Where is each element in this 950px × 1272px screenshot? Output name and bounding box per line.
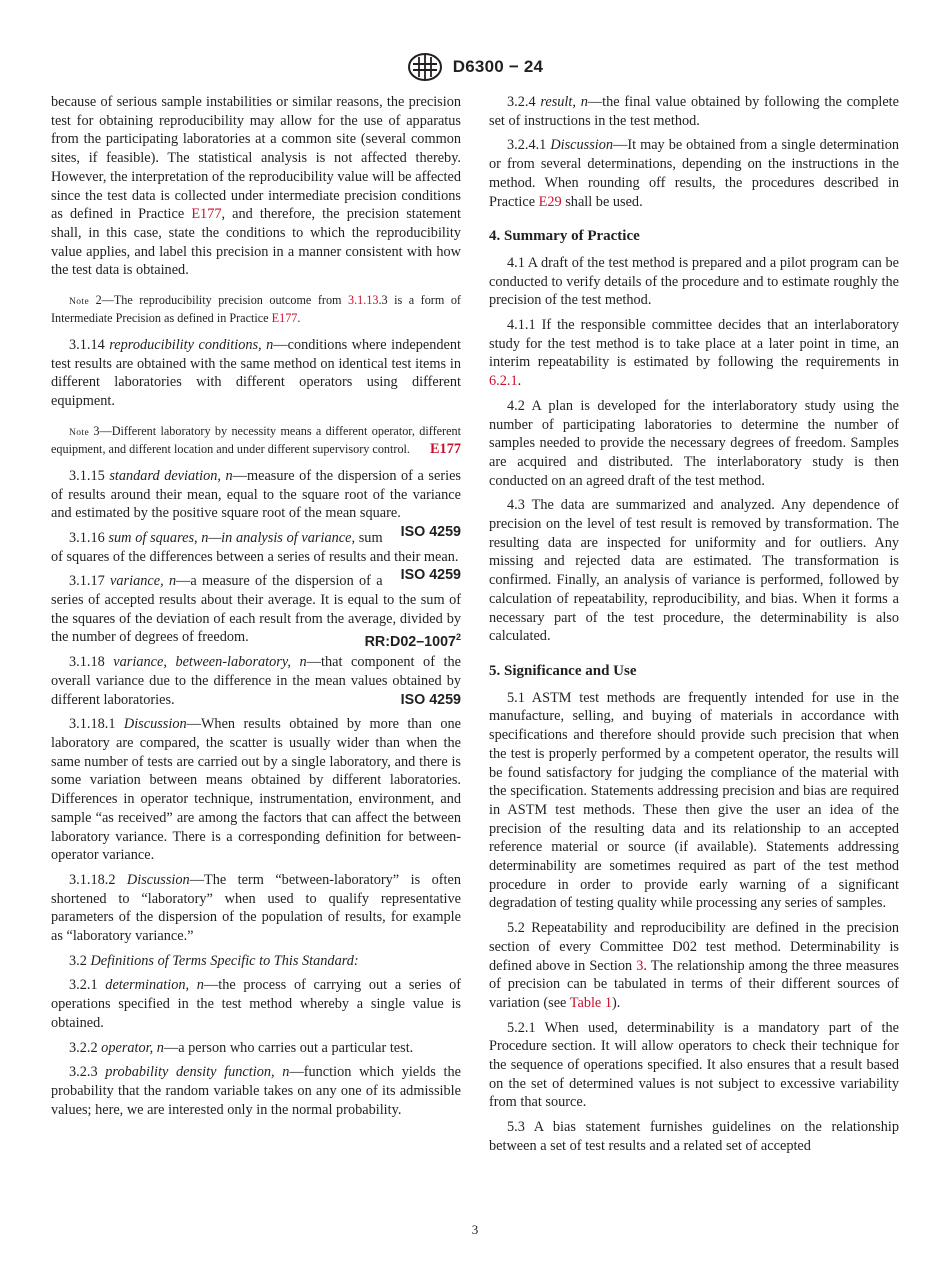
document-id: D6300 − 24 [452,57,544,76]
definition-3-2-2: 3.2.2 operator, n—a person who carries out a particular test. [69,1039,414,1056]
section-heading-5: 5. Significance and Use [489,662,637,679]
paragraph-5-3: 5.3 A bias statement furnishes guidelines on the relationship between a set of test results and a related set of accepted [489,1119,899,1154]
section-3-2: 3.2 Definitions of Terms Specific to This Standard: [69,952,359,969]
page-header [0,52,950,86]
definition-3-2-1: 3.2.1 determination, n—the process of carrying out a series of operations specified in the test method whereby a single value is obtained. [51,977,461,1031]
ref-iso-4259: ISO 4259 [400,567,461,584]
link-e177[interactable]: E177 [191,206,222,223]
definition-3-2-4: 3.2.4 result, n—the final value obtained by following the complete set of instructions in the test method. [489,94,899,129]
ref-iso-4259: ISO 4259 [400,691,461,708]
paragraph-5-1: 5.1 ASTM test methods are frequently intended for use in the manufacture, selling, and buying of materials in accordance with specifications and therefore should provide such precision that when the test is properly performed by a competent operator, the results will be found satisfactory for judging the compliance of the material with the specification. Statements addressing precision and bias are required in ASTM test methods. These then give the user an idea of the precision of the resulting data and its relationship to an accepted reference material or source (if available). Statements addressing determinability are sometimes required as part of the test method procedure in order to provide early warning of a significant degradation of testing quality while processing any series of samples. [489,689,899,912]
paragraph-4-3: 4.3 The data are summarized and analyzed. Any dependence of precision on the level of test result is removed by transformation. The resulting data are inspected for uniformity and for outliers. Any missing and rejected data are estimated. The transformation is confirmed. Finally, an analysis of variance is performed, followed by calculation of repeatability, reproducibility, and bias. When it forms a necessary part of the test procedure, the determinability is also calculated. [489,497,899,645]
note-2: Note 2—The reproducibility precision outcome from 3.1.13.3 is a form of Intermediate Precision as defined in Practice E177. [51,293,461,326]
link-6-2-1[interactable]: 6.2.1 [489,373,518,390]
section-heading-4: 4. Summary of Practice [489,228,640,245]
ref-rr-d02-1007: RR:D02–1007$^2$ [364,632,461,651]
definition-3-1-17: 3.1.17 variance, n—a measure of the dispersion of a series of accepted results about their average. It is equal to the sum of the squares of the deviation of each result from the average, divided by the number of degrees of freedom. RR:D02–1007$^2$ [51,573,461,651]
astm-logo-icon [407,52,443,82]
link-3-1-13[interactable]: 3.1.13 [348,293,379,308]
discussion-3-1-18-2: 3.1.18.2 Discussion—The term “between-laboratory” is often shortened to “laboratory” when used to qualify representative parameters of the dispersion of the population of results, for example as “laboratory variance.” [51,871,461,945]
definition-3-1-15: 3.1.15 standard deviation, n—measure of the dispersion of a series of results around their mean, equal to the square root of the variance and estimated by the positive square root of the mean square. ISO 4259 [51,467,461,540]
discussion-3-1-18-1: 3.1.18.1 Discussion—When results obtained by more than one laboratory are compared, the scatter is usually wider than when the same number of tests are carried out by a single laboratory, and there is some variation between means obtained by different laboratories. Differences in operator technique, instrumentation, environment, and sample “as received” are among the factors that can affect the between laboratory variance. There is a corresponding definition for between-operator variance. [51,716,461,864]
paragraph-4-2: 4.2 A plan is developed for the interlaboratory study using the number of participating laboratories to determine the number of samples needed to provide the necessary degrees of freedom. Samples are acquired and distributed. The interlaboratory study is then conducted on an agreed draft of the test method. [489,397,899,489]
paragraph-4-1: 4.1 A draft of the test method is prepared and a pilot program can be conducted to verify details of the procedure and to estimate roughly the precision of the test method. [489,254,899,309]
definition-3-1-16: 3.1.16 sum of squares, n—in analysis of variance, sum of squares of the differences between a series of results and their mean. ISO 4259 [51,529,461,584]
paragraph-continuation: because of serious sample instabilities or similar reasons, the precision test for obtaining reproducibility may allow for the use of apparatus from the participating laboratories at a common site (several common sites, if feasible). The statistical analysis is not affected thereby. However, the interpretation of the reproducibility value will be affected since the test data is collected under intermediate precision conditions as defined in Practice E177, and therefore, the precision statement shall, in this case, state the conditions to which the reproducibility value applies, and label this precision in a manner consistent with how the test data is obtained. [51,94,461,279]
page-number: 3 [471,1222,479,1237]
definition-3-1-18: 3.1.18 variance, between-laboratory, n—that component of the overall variance due to the difference in the mean values obtained by different laboratories. ISO 4259 [51,654,461,708]
ref-iso-4259: ISO 4259 [400,523,461,540]
ref-e177[interactable]: E177 [430,440,461,457]
note-3: Note 3—Different laboratory by necessity means a different operator, different equipment, and different location and under different supervisory control. E177 [51,423,461,457]
paragraph-4-1-1: 4.1.1 If the responsible committee decides that an interlaboratory study for the test method is to take place at a later point in time, an interim repeatability is estimated by following the requirements in 6.2.1. [489,317,899,390]
link-e177-note[interactable]: E177 [271,311,298,326]
definition-3-1-14: 3.1.14 reproducibility conditions, n—conditions where independent test results are obtained with the same method on identical test items in different laboratories with different operators using different equipment. [51,337,461,410]
discussion-3-2-4-1: 3.2.4.1 Discussion—It may be obtained from a single determination or from several determinations, depending on the instructions in the method. When rounding off results, the procedures described in Practice E29 shall be used. [489,137,900,210]
paragraph-5-2: 5.2 Repeatability and reproducibility are defined in the precision section of every Committee D02 test method. Determinability is defined above in Section 3. The relationship among the three measures of precision can be tabulated in terms of their different sources of variation (see Table 1). [489,920,899,1011]
paragraph-5-2-1: 5.2.1 When used, determinability is a mandatory part of the Procedure section. It will allow operators to check their technique for the sequence of operations specified. It also ensures that a result based on the set of determined values is not subject to excessive variability from that source. [489,1019,899,1111]
link-table-1[interactable]: Table 1 [569,994,613,1011]
link-section-3[interactable]: 3 [636,957,644,974]
link-e29[interactable]: E29 [538,193,562,210]
definition-3-2-3: 3.2.3 probability density function, n—function which yields the probability that the random variable takes on any one of its admissible values; here, we are interested only in the normal probability. [51,1064,461,1118]
left-column [51,93,461,1125]
right-column [489,93,899,1162]
